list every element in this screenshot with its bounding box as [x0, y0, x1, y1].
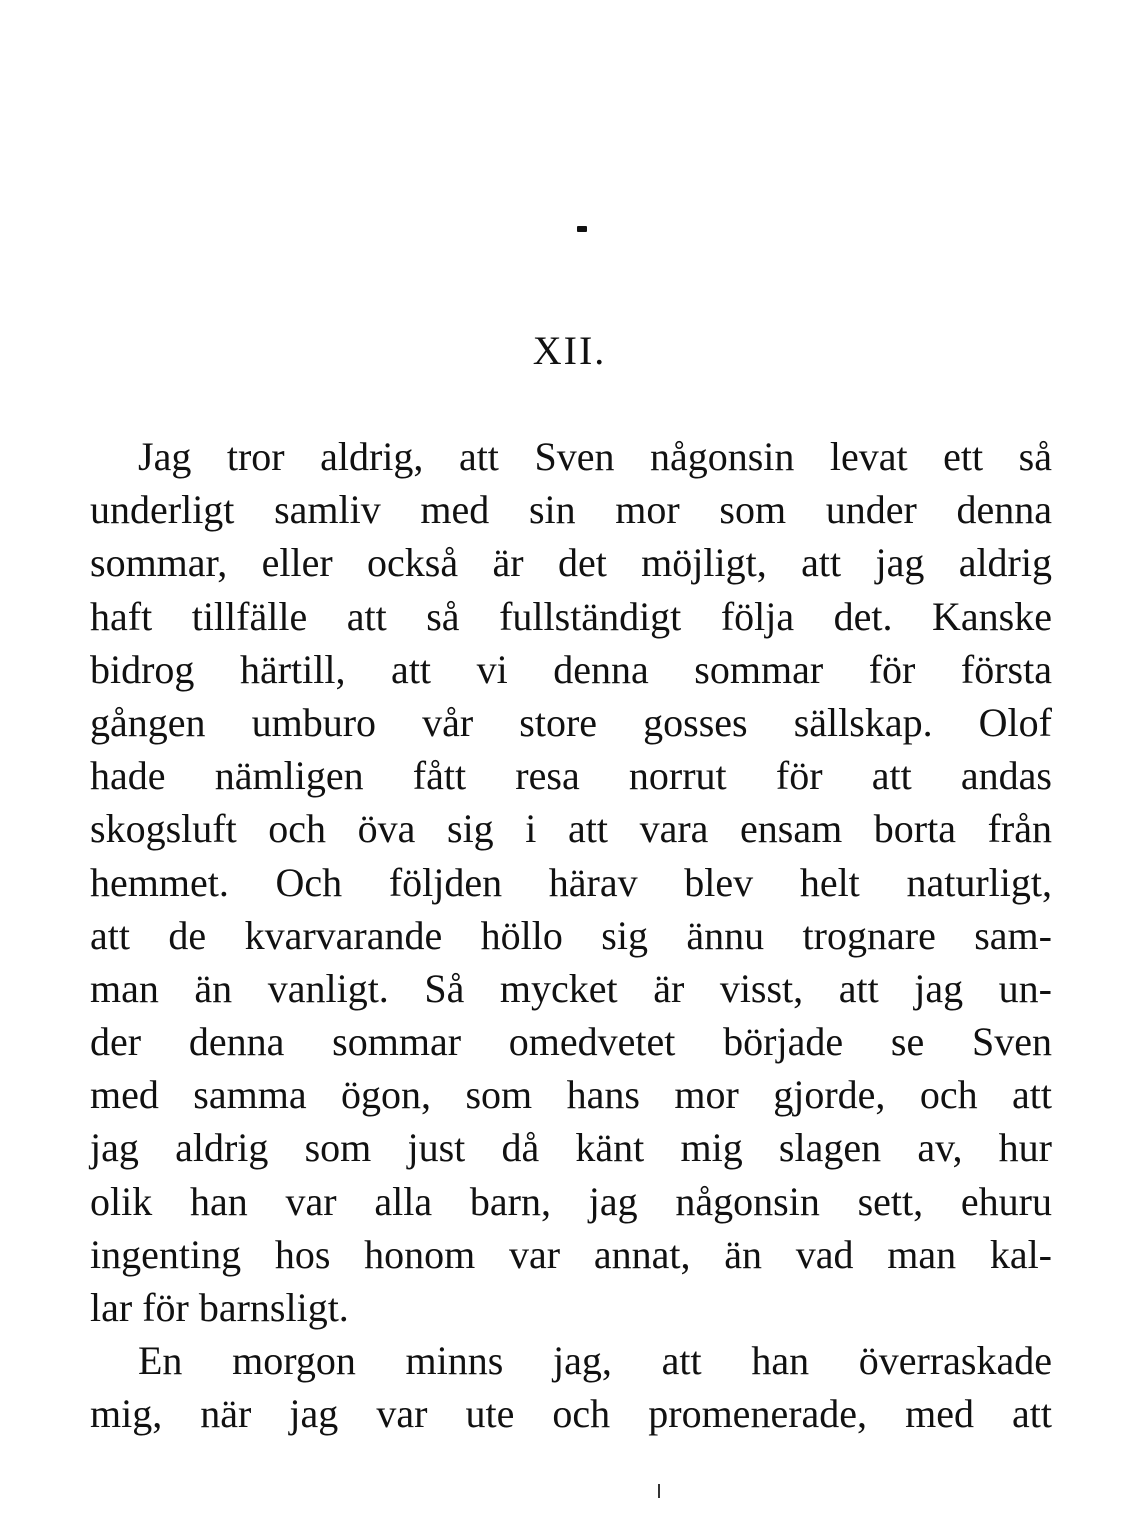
- chapter-heading: XII.: [532, 328, 607, 373]
- paragraph-1-line-12: der denna sommar omedvetet började se Sven: [90, 1019, 1052, 1065]
- paragraph-1-line-17: lar för barnsligt.: [90, 1285, 349, 1330]
- paragraph-2-line-2: mig, när jag var ute och promenerade, med att: [90, 1391, 1052, 1437]
- paragraph-1-line-14: jag aldrig som just då känt mig slagen av, hur: [90, 1125, 1052, 1171]
- paragraph-1-line-13: med samma ögon, som hans mor gjorde, och att: [90, 1072, 1052, 1118]
- paragraph-1-line-1: Jag tror aldrig, att Sven någonsin levat ett så: [138, 434, 1052, 479]
- body-text: [90, 430, 1052, 1441]
- ornament-mark: [577, 226, 587, 232]
- paragraph-1-line-10: att de kvarvarande höllo sig ännu trognare sam-: [90, 912, 1052, 958]
- paragraph-1-line-11: man än vanligt. Så mycket är visst, att jag un-: [90, 965, 1052, 1011]
- foot-mark: [658, 1484, 660, 1498]
- paragraph-1-line-8: skogsluft och öva sig i att vara ensam borta från: [90, 806, 1052, 852]
- paragraph-1-line-7: hade nämligen fått resa norrut för att andas: [90, 753, 1052, 799]
- paragraph-1-line-5: bidrog härtill, att vi denna sommar för första: [90, 646, 1052, 692]
- paragraph-1-line-4: haft tillfälle att så fullständigt följa det. Kanske: [90, 593, 1052, 639]
- paragraph-1-line-2: underligt samliv med sin mor som under denna: [90, 487, 1052, 533]
- paragraph-1-line-3: sommar, eller också är det möjligt, att jag aldrig: [90, 540, 1052, 586]
- paragraph-1-line-6: gången umburo vår store gosses sällskap. Olof: [90, 699, 1052, 745]
- paragraph-2-line-1: En morgon minns jag, att han överraskade: [138, 1338, 1052, 1384]
- paragraph-1-line-9: hemmet. Och följden härav blev helt naturligt,: [90, 859, 1052, 905]
- paragraph-1-line-15: olik han var alla barn, jag någonsin sett, ehuru: [90, 1178, 1052, 1224]
- paragraph-1-line-16: ingenting hos honom var annat, än vad man kal-: [90, 1231, 1052, 1277]
